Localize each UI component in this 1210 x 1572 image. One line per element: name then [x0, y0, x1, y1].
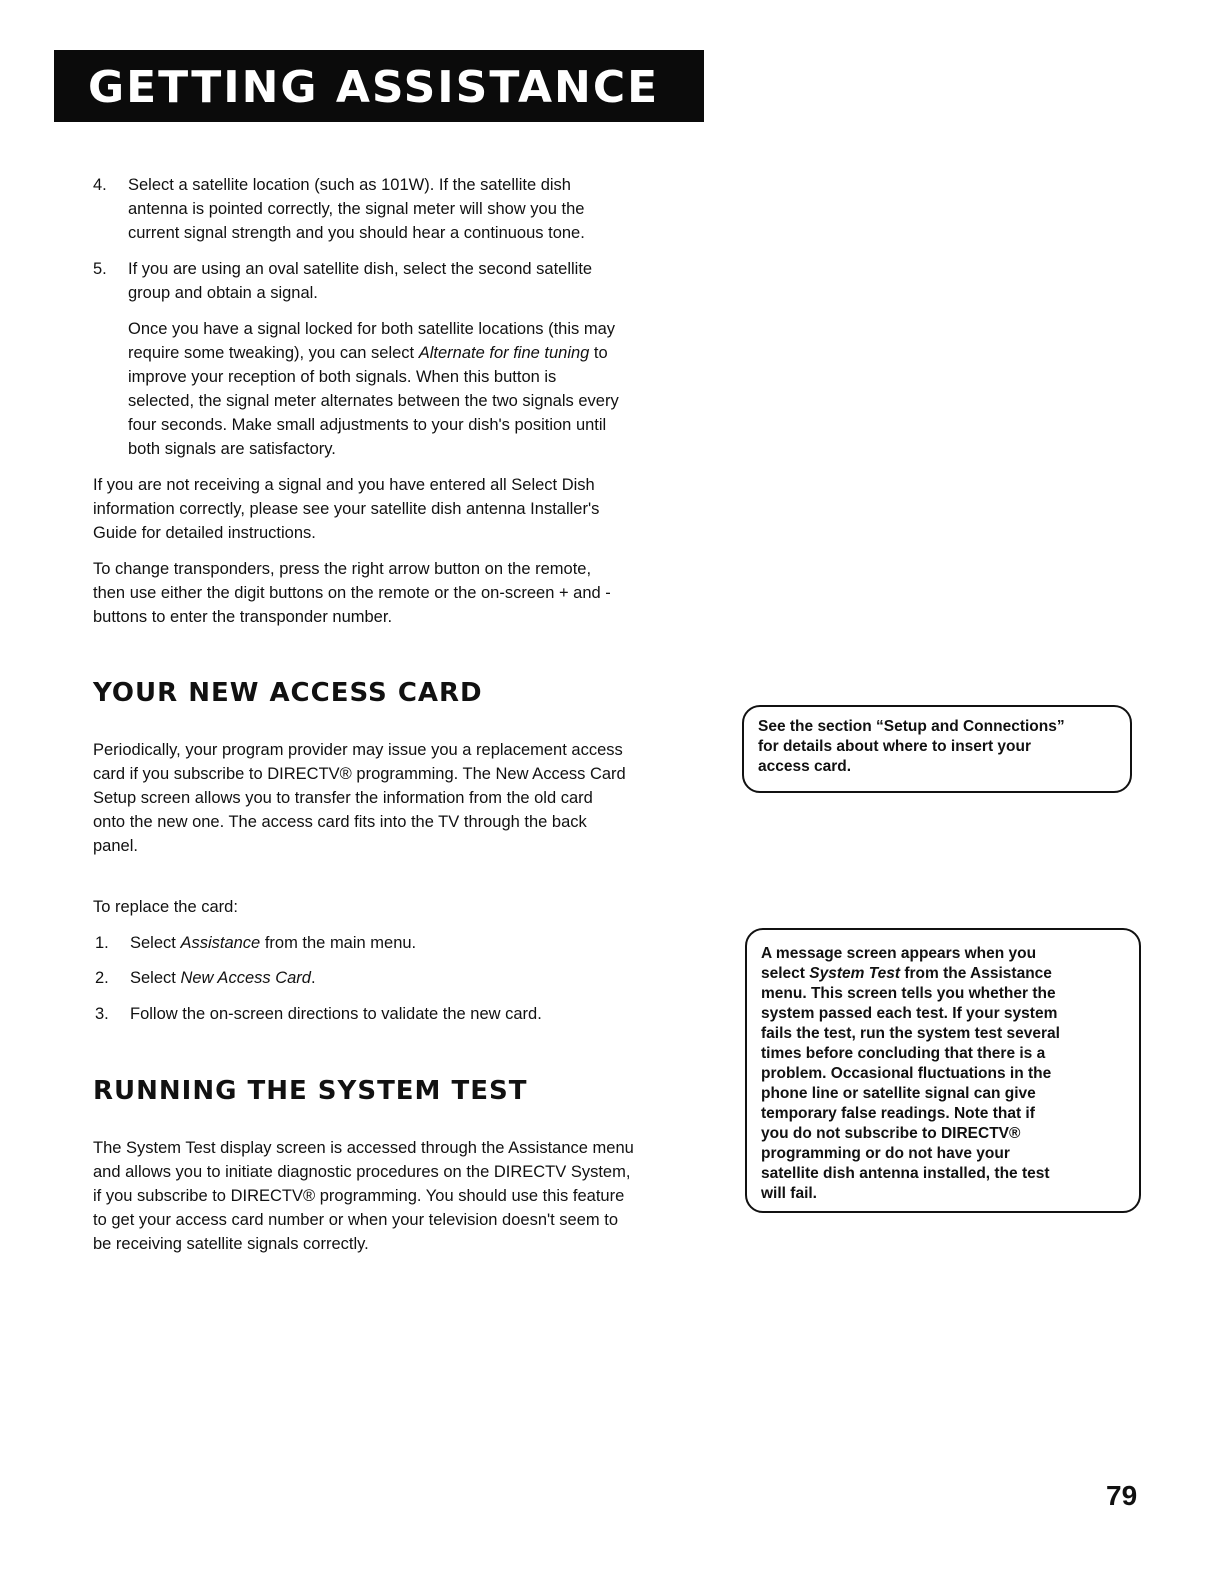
replace-card-intro: To replace the card:	[93, 898, 238, 916]
text: Follow the on-screen directions to validate the new card.	[130, 1005, 542, 1023]
text-line: card if you subscribe to DIRECTV® programming. The New Access Card	[93, 765, 626, 783]
text-line: The System Test display screen is accessed through the Assistance menu	[93, 1139, 634, 1157]
text-line: menu. This screen tells you whether the	[761, 985, 1056, 1002]
text-line: Select a satellite location (such as 101W). If the satellite dish	[128, 176, 571, 194]
text-line: If you are using an oval satellite dish, select the second satellite	[128, 260, 593, 278]
text-line: Once you have a signal locked for both satellite locations (this may	[128, 320, 616, 338]
text-line: problem. Occasional fluctuations in the	[761, 1065, 1052, 1082]
replace-step-1	[95, 931, 417, 955]
section-title: GETTING ASSISTANCE	[88, 62, 660, 113]
replace-step-2	[95, 966, 316, 990]
text: select	[761, 965, 810, 982]
menu-option-name: New Access Card	[180, 969, 311, 987]
step-number: 2.	[95, 969, 109, 987]
fine-tuning-paragraph	[128, 317, 619, 461]
replace-step-3	[95, 1002, 542, 1026]
access-card-heading: YOUR NEW ACCESS CARD	[93, 678, 483, 708]
text-line: to get your access card number or when your television doesn't seem to	[93, 1211, 619, 1229]
menu-option-name: System Test	[809, 965, 901, 982]
text-line: fails the test, run the system test several	[761, 1025, 1060, 1042]
step-4	[93, 173, 585, 245]
transponders-paragraph	[93, 557, 611, 629]
text-line: access card.	[758, 758, 852, 775]
text-line: four seconds. Make small adjustments to your dish's position until	[128, 416, 607, 434]
access-card-note	[742, 705, 1132, 793]
text: to	[589, 344, 608, 362]
step-number: 5.	[93, 260, 107, 278]
text: .	[310, 969, 316, 987]
text-line: information correctly, please see your satellite dish antenna Installer's	[93, 500, 600, 518]
step-number: 4.	[93, 176, 107, 194]
step-5	[93, 257, 593, 305]
text-line: programming or do not have your	[761, 1145, 1010, 1162]
text-line: A message screen appears when you	[761, 945, 1037, 962]
text: Select	[130, 934, 181, 952]
menu-option-name: Alternate for fine tuning	[418, 344, 590, 362]
text-line: Setup screen allows you to transfer the information from the old card	[93, 789, 593, 807]
text-line: To change transponders, press the right arrow button on the remote,	[93, 560, 592, 578]
text-line: panel.	[93, 837, 138, 855]
text-line: antenna is pointed correctly, the signal meter will show you the	[128, 200, 585, 218]
text-line	[128, 341, 619, 365]
system-test-paragraph	[93, 1136, 634, 1256]
text-line: if you subscribe to DIRECTV® programming. You should use this feature	[93, 1187, 625, 1205]
text-line: selected, the signal meter alternates between the two signals every	[128, 392, 619, 410]
text: Select	[130, 969, 181, 987]
text-line: buttons to enter the transponder number.	[93, 608, 393, 626]
text-line: and allows you to initiate diagnostic procedures on the DIRECTV System,	[93, 1163, 631, 1181]
text-line: phone line or satellite signal can give	[761, 1085, 1036, 1102]
text: from the Assistance	[900, 965, 1052, 982]
text-line: Guide for detailed instructions.	[93, 524, 316, 542]
text-line: satellite dish antenna installed, the test	[761, 1165, 1050, 1182]
text-line: current signal strength and you should hear a continuous tone.	[128, 224, 585, 242]
no-signal-paragraph	[93, 473, 599, 545]
text-line: will fail.	[761, 1185, 817, 1202]
text-line: system passed each test. If your system	[761, 1005, 1058, 1022]
text-line: then use either the digit buttons on the remote or the on-screen + and -	[93, 584, 611, 602]
section-header-bar	[54, 50, 704, 122]
text-line: group and obtain a signal.	[128, 284, 318, 302]
text-line: Periodically, your program provider may issue you a replacement access	[93, 741, 623, 759]
system-test-note	[745, 928, 1141, 1213]
text-line: both signals are satisfactory.	[128, 440, 336, 458]
step-number: 3.	[95, 1005, 109, 1023]
step-number: 1.	[95, 934, 109, 952]
text-line: for details about where to insert your	[758, 738, 1032, 755]
text-line: temporary false readings. Note that if	[761, 1105, 1035, 1122]
text-line: See the section “Setup and Connections”	[758, 718, 1065, 735]
text-line: improve your reception of both signals. When this button is	[128, 368, 557, 386]
text: from the main menu.	[260, 934, 417, 952]
text-line	[761, 964, 1125, 984]
text-line: times before concluding that there is a	[761, 1045, 1046, 1062]
text-line: be receiving satellite signals correctly.	[93, 1235, 369, 1253]
page-number: 79	[1106, 1480, 1138, 1511]
text: require some tweaking), you can select	[128, 344, 419, 362]
text-line: onto the new one. The access card fits into the TV through the back	[93, 813, 587, 831]
access-card-paragraph	[93, 738, 626, 858]
menu-option-name: Assistance	[180, 934, 261, 952]
text-line: If you are not receiving a signal and you have entered all Select Dish	[93, 476, 595, 494]
system-test-heading: RUNNING THE SYSTEM TEST	[93, 1076, 528, 1106]
text-line: you do not subscribe to DIRECTV®	[761, 1125, 1021, 1142]
